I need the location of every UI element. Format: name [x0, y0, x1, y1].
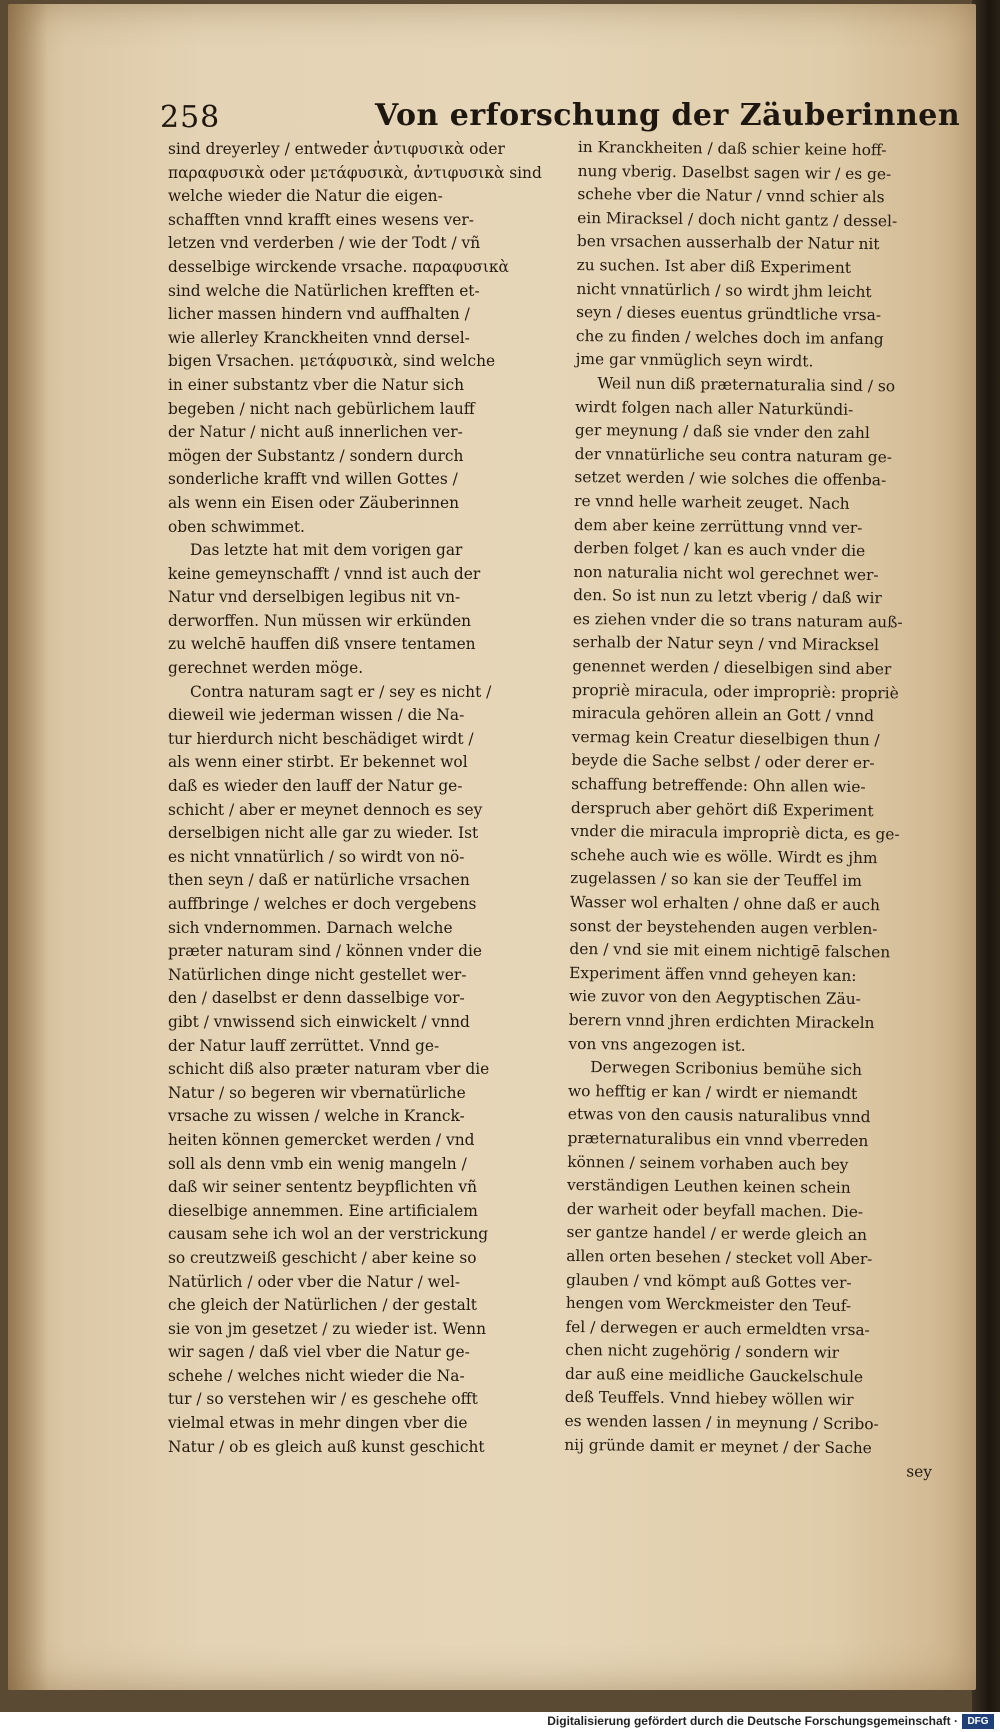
text-line: tur / so verstehen wir / es geschehe offt — [168, 1390, 478, 1409]
text-line: verständigen Leuthen keinen schein — [566, 1176, 851, 1198]
page-header — [160, 92, 961, 142]
text-line: vermag kein Creatur dieselbigen thun / — [571, 727, 880, 750]
text-line: allen orten besehen / stecket voll Aber- — [566, 1246, 873, 1269]
text-line: derworffen. Nun müssen wir erkünden — [168, 611, 472, 630]
text-line: so creutzweiß geschicht / aber keine so — [168, 1248, 477, 1267]
text-line: Experiment äffen vnnd geheyen kan: — [569, 963, 857, 985]
text-line: zu suchen. Ist aber diß Experiment — [576, 255, 852, 277]
text-line: chen nicht zugehörig / sondern wir — [565, 1341, 840, 1363]
text-line: derben folget / kan es auch vnder die — [573, 539, 866, 561]
text-line: den. So ist nun zu letzt vberig / daß wir — [573, 586, 882, 608]
text-line: dar auß eine meidliche Gauckelschule — [564, 1364, 864, 1386]
text-line: sind welche die Natürlichen krefften et- — [168, 281, 480, 300]
book-binding — [972, 0, 1000, 1732]
funding-credit: Digitalisierung gefördert durch die Deutsche Forschungsgemeinschaft · — [547, 1714, 958, 1728]
text-line: ein Miracksel / doch nicht gantz / dessel- — [577, 208, 898, 231]
text-line: ser gantze handel / er werde gleich an — [566, 1223, 868, 1245]
text-line: sonderliche krafft vnd willen Gottes / — [168, 470, 458, 489]
text-line: miracula gehören allein an Gott / vnnd — [571, 704, 875, 726]
text-line: jme gar vnmüglich seyn wirdt. — [575, 350, 814, 371]
text-line: ger meynung / daß sie vnder den zahl — [574, 421, 870, 443]
text-line: dieweil wie jederman wissen / die Na- — [168, 706, 465, 725]
text-line: bigen Vrsachen. μετάφυσικὰ, sind welche — [168, 352, 496, 371]
text-line: in einer substantz vber die Natur sich — [168, 375, 465, 394]
text-line: Das letzte hat mit dem vorigen gar — [190, 541, 463, 560]
text-line: mögen der Substantz / sondern durch — [168, 446, 464, 465]
text-line: der Natur lauff zerrüttet. Vnnd ge- — [168, 1036, 440, 1055]
text-line: nij gründe damit er meynet / der Sache — [564, 1435, 872, 1457]
text-line: tur hierdurch nicht beschädiget wirdt / — [168, 729, 474, 748]
text-line: Natur vnd derselbigen legibus nit vn- — [168, 588, 461, 607]
text-line: derspruch aber gehört diß Experiment — [570, 798, 874, 820]
text-line: non naturalia nicht wol gerechnet wer- — [573, 562, 879, 584]
text-line: præternaturalibus ein vnnd vberreden — [567, 1128, 869, 1151]
text-line: Derwegen Scribonius bemühe sich — [590, 1058, 863, 1080]
left-text-column — [168, 138, 548, 1459]
text-line: setzet werden / wie solches die offenba- — [574, 468, 887, 490]
text-line: sind dreyerley / entweder ἀντιφυσικὰ oder — [168, 140, 505, 158]
text-line: sonst der beystehenden augen verblen- — [569, 916, 878, 938]
text-line: then seyn / daß er natürliche vrsachen — [168, 871, 470, 890]
text-line: wirdt folgen nach aller Naturkündi- — [575, 397, 854, 419]
text-line: daß wir seiner sententz beypflichten vñ — [168, 1178, 477, 1197]
text-line: schicht diß also præter naturam vber die — [168, 1060, 490, 1079]
text-line: genennet werden / dieselbigen sind aber — [572, 657, 892, 679]
text-line: sich vndernommen. Darnach welche — [168, 918, 453, 937]
running-title: Von erforschung der Zäuberinnen — [375, 98, 961, 133]
page-gutter-shadow — [8, 4, 48, 1690]
text-line: den / vnd sie mit einem nichtigē falschen — [569, 940, 891, 962]
text-line: welche wieder die Natur die eigen- — [168, 187, 443, 206]
text-line: in Kranckheiten / daß schier keine hoff- — [577, 137, 887, 160]
text-line: serhalb der Natur seyn / vnd Miracksel — [572, 633, 880, 655]
text-line: licher massen hindern vnd auffhalten / — [168, 305, 470, 324]
text-line: causam sehe ich wol an der verstrickung — [168, 1225, 489, 1244]
text-line: nung vberig. Daselbst sagen wir / es ge- — [577, 161, 892, 183]
text-line: können / seinem vorhaben auch bey — [567, 1152, 849, 1174]
text-line: vnder die miracula impropriè dicta, es ge- — [570, 822, 900, 844]
text-line: nicht vnnatürlich / so wirdt jhm leicht — [576, 279, 872, 301]
text-line: schehe vber die Natur / vnnd schier als — [577, 185, 885, 207]
text-line: von vns angezogen ist. — [568, 1034, 746, 1055]
text-line: παραφυσικὰ oder μετάφυσικὰ, ἀντιφυσικὰ sind — [168, 163, 542, 182]
text-line: wir sagen / daß viel vber die Natur ge- — [168, 1343, 470, 1362]
text-line: Natur / ob es gleich auß kunst geschicht — [168, 1437, 485, 1456]
text-line: zu welchē hauffen diß vnsere tentamen — [168, 635, 476, 654]
text-line: zugelassen / so kan sie der Teuffel im — [570, 869, 863, 891]
text-line: che zu finden / welches doch im anfang — [575, 326, 884, 348]
text-line: als wenn einer stirbt. Er bekennet wol — [168, 753, 468, 772]
dfg-logo: DFG — [962, 1714, 994, 1729]
text-line: præter naturam sind / können vnder die — [168, 942, 483, 961]
text-line: der warheit oder beyfall machen. Die- — [566, 1199, 864, 1221]
text-line: daß es wieder den lauff der Natur ge- — [168, 777, 463, 796]
text-line: soll als denn vmb ein wenig mangeln / — [168, 1154, 467, 1173]
text-line: heiten können gemercket werden / vnd — [168, 1130, 475, 1149]
footer-bar — [0, 1712, 1000, 1732]
text-line: oben schwimmet. — [168, 517, 305, 536]
text-line: berern vnnd jhren erdichten Mirackeln — [568, 1010, 875, 1033]
text-line: schafften vnnd krafft eines wesens ver- — [168, 210, 474, 229]
text-line: glauben / vnd kömpt auß Gottes ver- — [565, 1270, 852, 1292]
text-line: schehe / welches nicht wieder die Na- — [168, 1366, 465, 1385]
text-line: sie von jm gesetzet / zu wieder ist. Wenn — [168, 1319, 486, 1338]
text-line: dem aber keine zerrüttung vnnd ver- — [573, 515, 863, 537]
text-line: es ziehen vnder die so trans naturam auß- — [572, 609, 903, 632]
catchword: sey — [906, 1462, 933, 1482]
text-line: als wenn ein Eisen oder Zäuberinnen — [168, 493, 460, 512]
text-line: Weil nun diß præternaturalia sind / so — [597, 374, 896, 396]
text-line: deß Teuffels. Vnnd hiebey wöllen wir — [564, 1388, 854, 1410]
text-line: Natürlichen dinge nicht gestellet wer- — [168, 965, 467, 984]
page-number: 258 — [160, 100, 221, 135]
text-line: wo hefftig er kan / wirdt er niemandt — [567, 1081, 858, 1103]
text-line: seyn / dieses euentus gründtliche vrsa- — [576, 303, 882, 325]
text-line: begeben / nicht nach gebürlichem lauff — [168, 399, 475, 418]
text-line: Wasser wol erhalten / ohne daß er auch — [569, 892, 881, 915]
text-line: Natürlich / oder vber die Natur / wel- — [168, 1272, 461, 1291]
text-line: schaffung betreffende: Ohn allen wie- — [571, 774, 866, 797]
text-line: beyde die Sache selbst / oder derer er- — [571, 751, 875, 773]
text-line: fel / derwegen er auch ermeldten vrsa- — [565, 1317, 870, 1339]
text-line: che gleich der Natürlichen / der gestalt — [168, 1296, 477, 1315]
right-text-column — [564, 136, 946, 1485]
text-line: der Natur / nicht auß innerlichen ver- — [168, 423, 463, 442]
text-line: gibt / vnwissend sich einwickelt / vnnd — [168, 1012, 470, 1031]
text-line: desselbige wirckende vrsache. παραφυσικὰ — [168, 257, 509, 276]
text-line: dieselbige annemmen. Eine artificialem — [168, 1201, 478, 1220]
text-line: ben vrsachen ausserhalb der Natur nit — [576, 232, 880, 254]
text-line: etwas von den causis naturalibus vnnd — [567, 1105, 871, 1127]
text-line: letzen vnd verderben / wie der Todt / vñ — [168, 234, 481, 253]
text-line: Natur / so begeren wir vbernatürliche — [168, 1083, 466, 1102]
text-line: es wenden lassen / in meynung / Scribo- — [564, 1411, 879, 1434]
text-line: wie zuvor von den Aegyptischen Zäu- — [568, 987, 861, 1009]
text-line: den / daselbst er denn dasselbige vor- — [168, 989, 465, 1008]
text-line: derselbigen nicht alle gar zu wieder. Ist — [168, 824, 479, 843]
text-line: re vnnd helle warheit zeuget. Nach — [574, 491, 850, 513]
text-line: es nicht vnnatürlich / so wirdt von nö- — [168, 847, 465, 866]
text-line: propriè miracula, oder impropriè: propriè — [572, 680, 899, 703]
text-line: vrsache zu wissen / welche in Kranck- — [168, 1107, 465, 1126]
text-line: vielmal etwas in mehr dingen vber die — [168, 1414, 468, 1433]
text-line: auffbringe / welches er doch vergebens — [168, 895, 477, 913]
text-line: keine gemeynschafft / vnnd ist auch der — [168, 564, 481, 583]
text-line: schehe auch wie es wölle. Wirdt es jhm — [570, 845, 878, 867]
text-line: Contra naturam sagt er / sey es nicht / — [190, 682, 492, 701]
text-line: hengen vom Werckmeister den Teuf- — [565, 1294, 852, 1316]
text-line: gerechnet werden möge. — [168, 659, 364, 678]
text-line: wie allerley Kranckheiten vnnd dersel- — [168, 328, 470, 347]
text-line: schicht / aber er meynet dennoch es sey — [168, 800, 483, 819]
text-line: der vnnatürliche seu contra naturam ge- — [574, 444, 893, 467]
